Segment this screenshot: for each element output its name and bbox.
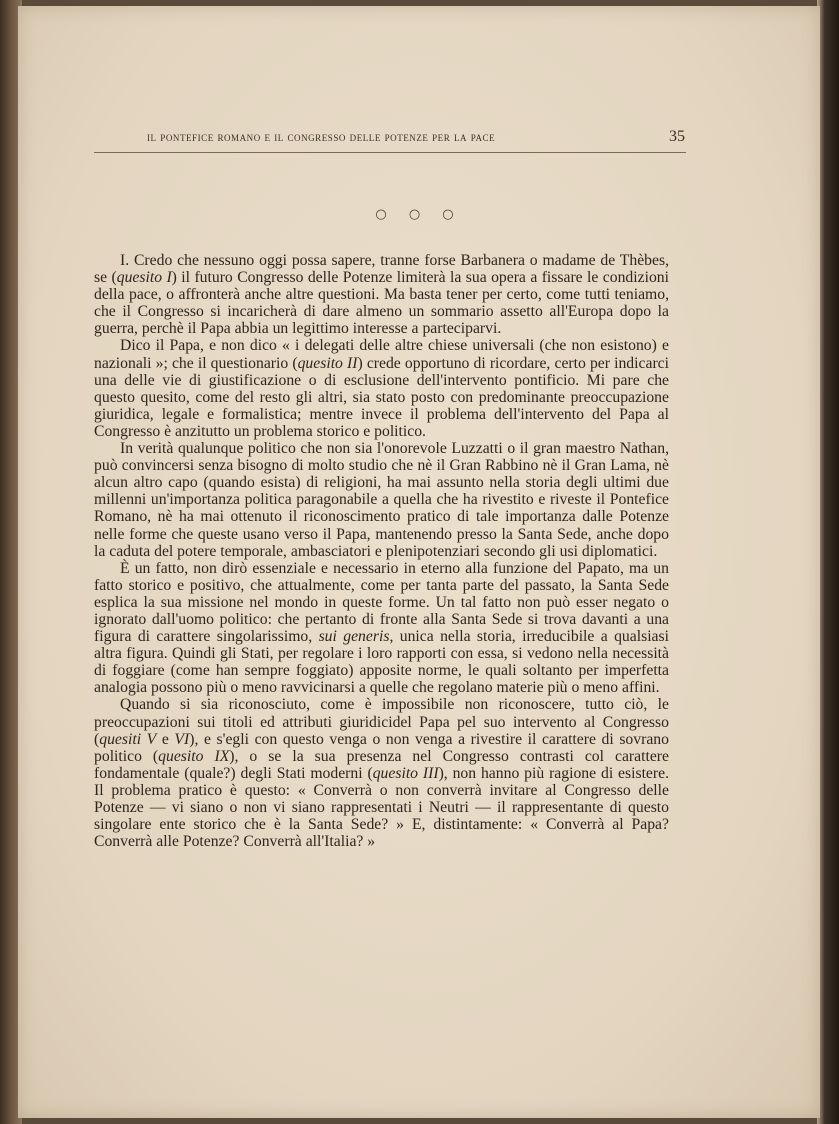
- paragraph-text: ), o se la sua presenza nel Congresso contrasti col carattere fondamentale (quale?) degli Stati moderni (: [94, 747, 669, 782]
- paragraph-text: e: [156, 730, 175, 748]
- paragraph-text: Quando si sia riconosciuto, come è impossibile non riconoscere, tutto ciò, le preoccupazioni sui titoli ed attributi giuridicidel Papa pel suo intervento al Congresso (: [94, 696, 669, 748]
- paragraph: [94, 440, 669, 560]
- paragraph: [94, 560, 669, 697]
- page-stack-edge: [817, 0, 839, 1124]
- paragraph: [94, 337, 669, 440]
- paragraph: [94, 252, 669, 337]
- paragraph-text: Dico il Papa, e non dico « i delegati delle altre chiese universali (che non esistono) e nazionali »; che il questionario (: [94, 337, 669, 372]
- paragraph-text: È un fatto, non dirò essenziale e necessario in eterno alla funzione del Papato, ma un fatto storico e positivo, che attualmente, come per tanta parte del passato, la Santa Sede esplica la sua missione nel mondo in queste forme. Un tal fatto non può esser negato o ignorato dall'uomo politico: che pertanto di fronte alla Santa Sede si trova davanti a una figura di carattere singolarissimo,: [94, 559, 669, 646]
- paragraph-text: ), non hanno più ragione di esistere. Il problema pratico è questo: « Converrà o non converrà invitare al Congresso delle Potenze — vi siano o non vi siano rappresentati i Neutri — il rappresentante di questo singolare ente storico che è la Santa Sede? » E, distintamente: « Converrà al Papa? Converrà alle Potenze? Converrà all'Italia? »: [94, 764, 669, 851]
- paragraph-text: ) il futuro Congresso delle Potenze limiterà la sua opera a fissare le condizioni della pace, o affronterà anche altre questioni. Ma basta tener per certo, come tutti teniamo, che il Congresso si incaricherà di dare almeno un sommario assetto all'Europa dopo la guerra, perchè il Papa abbia un legittimo interesse a parteciparvi.: [94, 269, 669, 338]
- paragraph-text: I. Credo che nessuno oggi possa sapere, tranne forse Barbanera o madame de Thèbes, se (: [94, 252, 669, 287]
- running-title: il pontefice romano e il congresso delle potenze per la pace: [147, 130, 496, 144]
- question-reference: quesito IX: [158, 747, 230, 765]
- paragraph-text: ), e s'egli con questo venga o non venga a rivestire il carattere di sovrano politico (: [94, 730, 669, 765]
- body-text: [94, 252, 669, 850]
- question-reference: VI: [174, 730, 190, 748]
- question-reference: quesito III: [372, 764, 439, 782]
- paragraph-text: ) crede opportuno di ricordare, certo per indicarci una delle vie di giustificazione o di esclusione dell'intervento pontificio. Mi pare che questo quesito, come del resto gli altri, sia stato posto con predominante preoccupazione giuridica, legale e formalistica; mentre invece il problema dell'intervento del Papa al Congresso è anzitutto un problema storico e politico.: [94, 354, 669, 440]
- question-reference: quesiti V: [99, 730, 157, 748]
- page-number: 35: [669, 128, 685, 145]
- running-head: [94, 128, 686, 153]
- latin-phrase: sui generis: [318, 628, 390, 646]
- paragraph-text: In verità qualunque politico che non sia l'onorevole Luzzatti o il gran maestro Nathan, può convincersi senza bisogno di molto studio che nè il Gran Rabbino nè il Gran Lama, nè alcun altro capo (quando esista) di religioni, ha mai assunto nella storia degli ultimi due millenni un'importanza politica paragonabile a quella che ha rivestito e riveste il Pontefice Romano, nè ha mai ottenuto il riconoscimento pratico di tale importanza dalle Potenze nelle forme che queste usano verso il Papa, mantenendo presso la Santa Sede, anche dopo la caduta del potere temporale, ambasciatori e plenipotenziari secondo gli usi diplomatici.: [94, 440, 669, 560]
- paragraph-text: , unica nella storia, irreducibile a qualsiasi altra figura. Quindi gli Stati, per regolare i loro rapporti con essa, si vedono nella necessità di foggiare (come han sempre foggiato) apposite norme, le quali soltanto per imperfetta analogia possono più o meno ravvicinarsi a quelle che regolano materie più o meno affini.: [94, 628, 669, 697]
- book-page: [18, 6, 820, 1118]
- question-reference: quesito I: [116, 269, 172, 287]
- section-ornament: ○ ○ ○: [375, 207, 463, 222]
- paragraph: [94, 696, 669, 850]
- question-reference: quesito II: [297, 354, 358, 372]
